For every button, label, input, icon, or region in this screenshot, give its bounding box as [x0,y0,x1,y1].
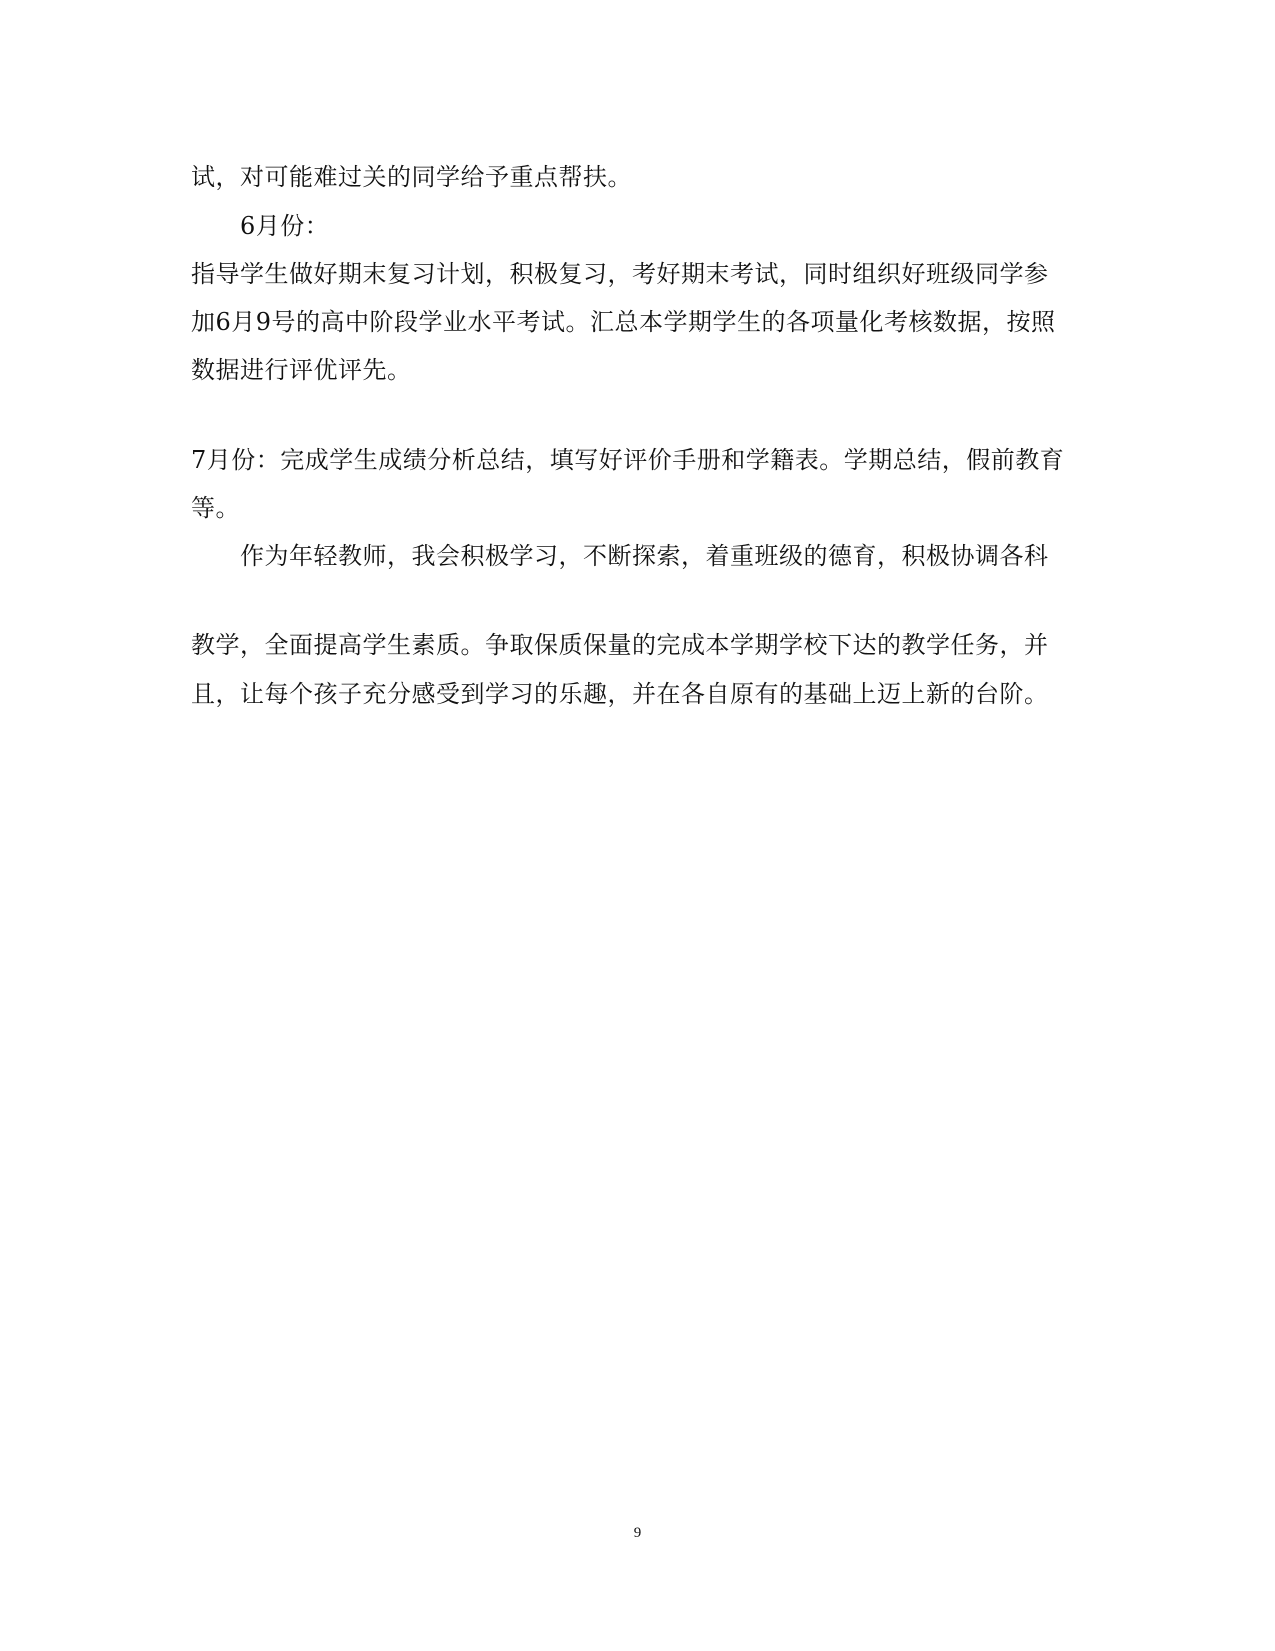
text-line-3: 指导学生做好期末复习计划，积极复习，考好期末考试，同时组织好班级同学参 [191,260,1049,288]
text-line-1: 试，对可能难过关的同学给予重点帮扶。 [191,163,632,191]
conclusion-line-3: 且，让每个孩子充分感受到学习的乐趣，并在各自原有的基础上迈上新的台阶。 [191,680,1049,708]
page-number: 9 [633,1525,642,1541]
text-line-5: 数据进行评优评先。 [191,356,412,384]
text-line-4: 加6月9号的高中阶段学业水平考试。汇总本学期学生的各项量化考核数据，按照 [191,308,1056,336]
section-july-line-2: 等。 [191,494,240,522]
conclusion-line-2: 教学，全面提高学生素质。争取保质保量的完成本学期学校下达的教学任务，并 [191,631,1049,659]
section-july-line-1: 7月份：完成学生成绩分析总结，填写好评价手册和学籍表。学期总结，假前教育 [191,446,1065,474]
conclusion-line-1: 作为年轻教师，我会积极学习，不断探索，着重班级的德育，积极协调各科 [240,542,1049,570]
section-heading-june: 6月份： [240,212,330,240]
